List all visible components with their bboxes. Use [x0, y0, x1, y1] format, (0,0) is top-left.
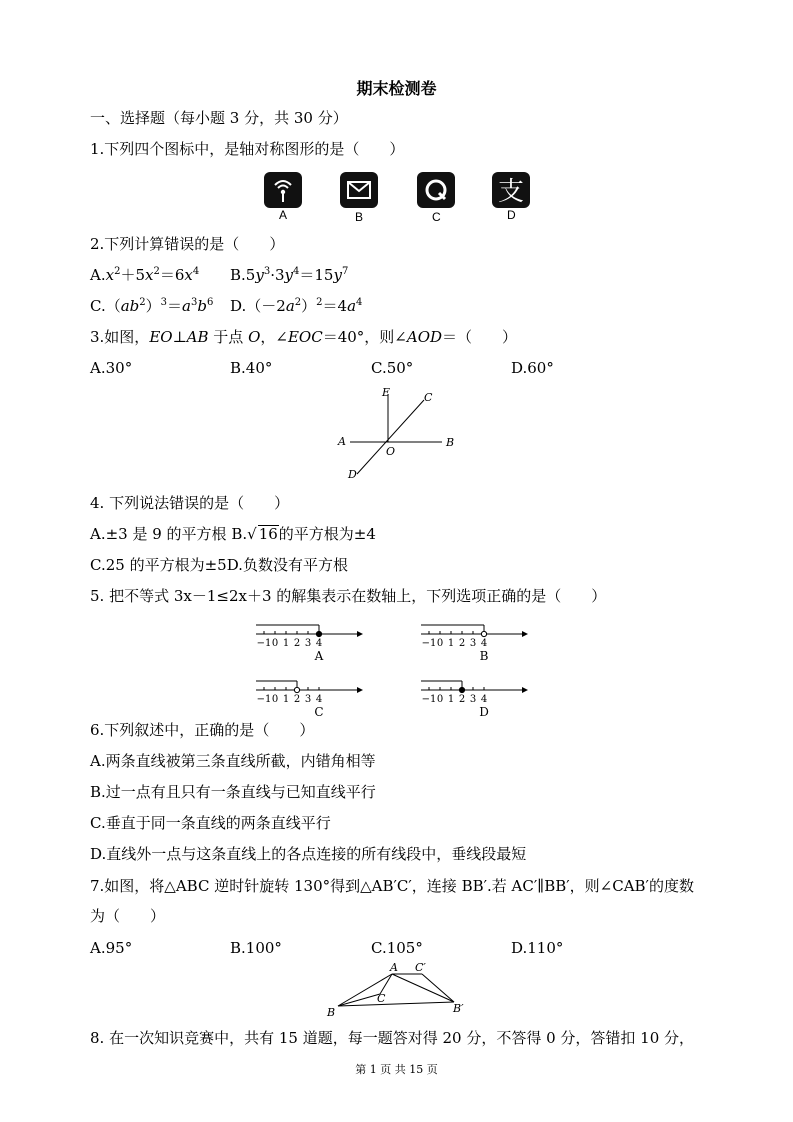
line-cd [357, 400, 424, 474]
question-7-stem-line1: 7.如图，将△ABC 逆时针旋转 130°得到△AB′C′，连接 BB′.若 AC′∥BB′，则∠CAB′的度数 [90, 877, 694, 895]
number-line-c [256, 681, 362, 716]
question-7-stem-line2: 为（ ） [90, 907, 166, 925]
q2-option-a: $A.x^2+5x^2=6x^4$ [90, 266, 200, 284]
tick-label: 3 [469, 694, 477, 705]
option-label: C [314, 705, 324, 716]
tick-label: 2 [458, 638, 466, 649]
q3-option-c: C.50° [371, 359, 414, 377]
q7-option-a: A.95° [90, 939, 133, 957]
q3-mid: 于点 [208, 328, 249, 346]
tick-label: 3 [304, 694, 312, 705]
tick-label: 4 [315, 694, 323, 705]
point-b: B [446, 436, 455, 449]
q2-d-prefix: D.（－2 [230, 297, 286, 315]
tick-label: 2 [293, 694, 301, 705]
page-title: 期末检测卷 [356, 79, 437, 98]
point-d: D [348, 468, 357, 481]
q4-options-row2 [90, 555, 348, 575]
tick-label: 3 [304, 638, 312, 649]
q2-option-b: $B.5y^3\cdot 3y^4=15y^7$ [230, 266, 349, 284]
q3-option-a: A.30° [90, 359, 133, 377]
point-b-prime: B′ [453, 1002, 464, 1015]
q4-b-prefix: B. [231, 525, 248, 543]
q6-option-b: B.过一点有且只有一条直线与已知直线平行 [90, 783, 376, 801]
q6-option-c: C.垂直于同一条直线的两条直线平行 [90, 814, 331, 832]
option-label: B [479, 649, 489, 663]
tick-label: −1 [421, 694, 437, 705]
q4-option-d: D.负数没有平方根 [226, 556, 348, 574]
tick-label: 0 [436, 694, 444, 705]
q2-option-d: $D.(-2a^2)^2=4a^4$ [230, 297, 363, 315]
closed-endpoint [316, 631, 321, 636]
q3-eq: ＝40°，则∠ [322, 328, 407, 346]
q4-b-suffix: 的平方根为±4 [278, 525, 376, 543]
q4-radicand: 16 [258, 525, 278, 543]
number-lines-group [256, 625, 527, 716]
tick-label: −1 [256, 638, 272, 649]
open-endpoint [294, 687, 299, 692]
question-3-stem: 3.如图，EO⊥AB 于点 O，∠EOC＝40°，则∠AOD＝（ ） [90, 328, 518, 346]
q6-option-d: D.直线外一点与这条直线上的各点连接的所有线段中，垂线段最短 [90, 845, 527, 863]
section-heading: 一、选择题（每小题 3 分，共 30 分） [90, 109, 348, 127]
q5-number-lines [250, 612, 550, 716]
q3-angle: ，∠ [260, 328, 288, 346]
q7-option-d: D.110° [511, 939, 564, 957]
question-2-stem: 2.下列计算错误的是（ ） [90, 235, 285, 253]
open-endpoint [481, 631, 486, 636]
q7-figure [322, 960, 472, 1018]
q4-option-c: C.25 的平方根为±5 [90, 556, 227, 574]
tick-label: 1 [282, 694, 290, 705]
question-5-stem: 5. 把不等式 3x－1≤2x＋3 的解集表示在数轴上，下列选项正确的是（ ） [90, 587, 607, 605]
tick-label: 4 [315, 638, 323, 649]
tick-label: 1 [447, 694, 455, 705]
tick-label: 2 [458, 694, 466, 705]
question-6-stem: 6.下列叙述中，正确的是（ ） [90, 721, 315, 739]
tick-label: 0 [271, 638, 279, 649]
q4-option-a: A.±3 是 9 的平方根 [90, 525, 227, 543]
tick-label: 1 [447, 638, 455, 649]
q2-c-prefix: C.（ [90, 297, 121, 315]
question-8-stem: 8. 在一次知识竞赛中，共有 15 道题，每一题答对得 20 分，不答得 0 分，答错扣 10 分， [90, 1029, 695, 1047]
q2-option-c: $C.(ab^2)^3=a^3b^6$ [90, 297, 214, 315]
tick-label: −1 [421, 638, 437, 649]
point-c: C [424, 391, 433, 404]
q3-perp: ⊥ [172, 328, 187, 346]
alipay-icon [492, 172, 530, 208]
point-o: O [386, 445, 396, 458]
tick-label: 0 [271, 694, 279, 705]
icon-label-c: C [432, 210, 441, 224]
icon-label-d: D [507, 208, 516, 222]
tick-label: 4 [480, 694, 488, 705]
q3-option-d: D.60° [511, 359, 554, 377]
number-line-d [421, 681, 527, 716]
option-label: A [314, 649, 324, 663]
number-line-b [421, 625, 527, 663]
point-a: A [338, 435, 346, 448]
q7-option-c: C.105° [371, 939, 423, 957]
q3-end: ＝（ ） [442, 328, 518, 346]
q3-prefix: 3.如图， [90, 328, 150, 346]
tick-label: −1 [256, 694, 272, 705]
question-1-stem: 1.下列四个图标中，是轴对称图形的是（ ） [90, 140, 405, 158]
q7-option-b: B.100° [230, 939, 282, 957]
q3-option-b: B.40° [230, 359, 273, 377]
tick-label: 2 [293, 638, 301, 649]
tick-label: 0 [436, 638, 444, 649]
icon-label-b: B [355, 210, 364, 224]
mail-icon [340, 172, 378, 208]
point-c-prime: C′ [415, 961, 426, 974]
q6-option-a: A.两条直线被第三条直线所截，内错角相等 [90, 752, 376, 770]
wifi-icon [264, 172, 302, 208]
tick-label: 4 [480, 638, 488, 649]
question-4-stem: 4. 下列说法错误的是（ ） [90, 494, 290, 512]
point-b: B [327, 1006, 336, 1018]
point-a: A [390, 961, 398, 974]
alipay-glyph: 支 [497, 177, 525, 207]
tick-label: 1 [282, 638, 290, 649]
q-icon [417, 172, 455, 208]
q3-figure [330, 382, 465, 482]
icon-label-a: A [279, 208, 288, 222]
tick-label: 3 [469, 638, 477, 649]
page-footer: 第 1 页 共 15 页 [355, 1063, 438, 1076]
closed-endpoint [459, 687, 464, 692]
q4-options-row1: A.±3 是 9 的平方根 B.√ 16的平方根为±4 [90, 525, 376, 543]
q2-b-prefix: B.5 [230, 266, 256, 284]
point-c: C [377, 992, 386, 1005]
point-e: E [382, 386, 391, 399]
q2-a-prefix: A. [90, 266, 106, 284]
option-label: D [479, 705, 489, 716]
number-line-a [256, 625, 362, 663]
